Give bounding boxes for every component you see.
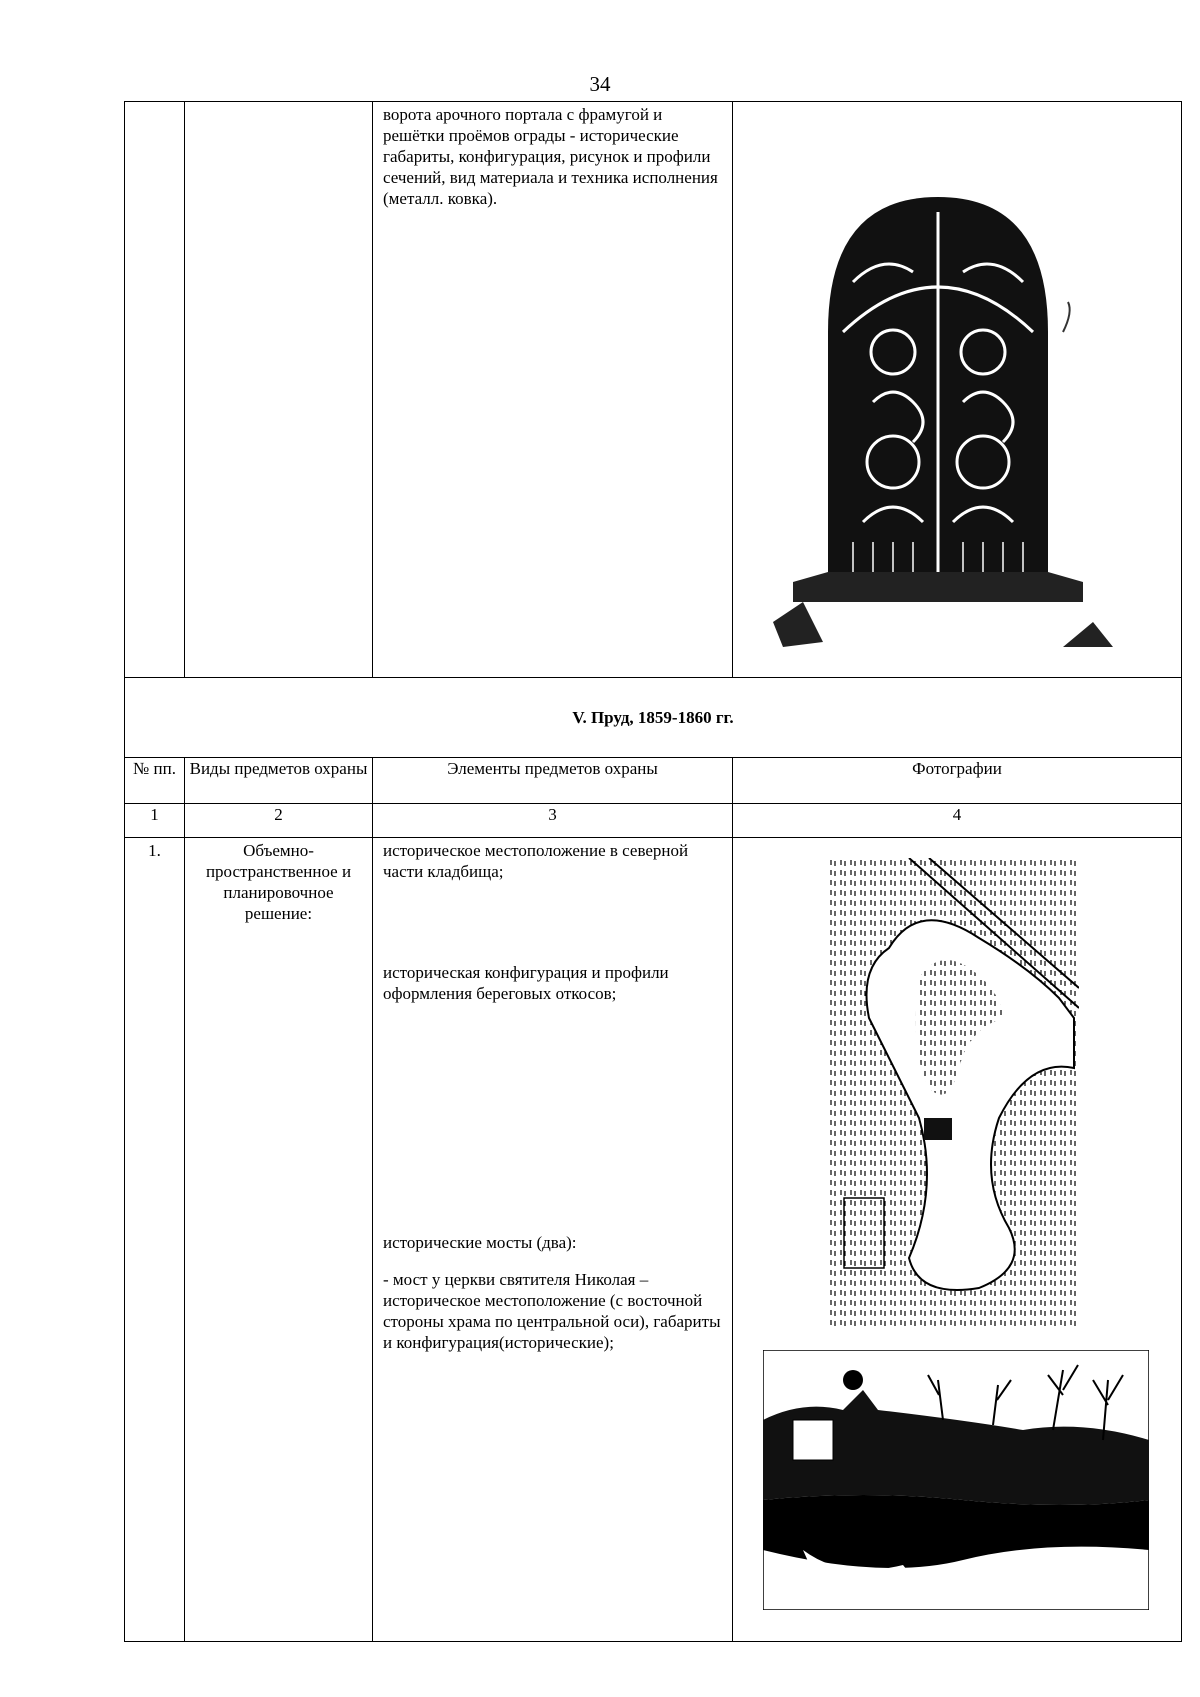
section-row xyxy=(125,678,1182,758)
header-types: Виды предметов охраны xyxy=(185,758,373,804)
list-item: историческое местоположение в северной части кладбища; xyxy=(383,841,689,881)
page-number: 34 xyxy=(589,72,611,96)
column-number-2: 2 xyxy=(185,804,373,838)
row-number xyxy=(125,838,185,1642)
column-number-4: 4 xyxy=(733,804,1182,838)
cell-empty-num xyxy=(125,102,185,678)
header-photos: Фотографии xyxy=(733,758,1182,804)
header-num: № пп. xyxy=(125,758,185,804)
column-number-row xyxy=(125,804,1182,838)
continuation-row xyxy=(125,102,1182,678)
row-type-text: Объемно-пространственное и планировочное решение: xyxy=(205,841,352,923)
cell-empty-type xyxy=(185,102,373,678)
row-elements-cell xyxy=(373,838,733,1642)
pond-map-image xyxy=(829,858,1079,1326)
row-number-text: 1. xyxy=(148,841,161,860)
row-photos-cell xyxy=(733,838,1182,1642)
protection-table xyxy=(124,101,1182,1642)
continuation-text: ворота арочного портала с фрамугой и решётки проёмов ограды - исторические габариты, конфигурация, рисунок и профили сечений, вид материала и техника исполнения (металл. ковка). xyxy=(383,105,718,208)
list-item: историческая конфигурация и профили оформления береговых откосов; xyxy=(383,963,669,1003)
header-elements: Элементы предметов охраны xyxy=(373,758,733,804)
column-number-1: 1 xyxy=(125,804,185,838)
gate-photo xyxy=(733,102,1179,672)
list-item: исторические мосты (два): xyxy=(383,1233,577,1252)
gate-photo-cell xyxy=(733,102,1182,678)
column-number-3: 3 xyxy=(373,804,733,838)
row-type-cell xyxy=(185,838,373,1642)
table-row xyxy=(125,838,1182,1642)
header-row xyxy=(125,758,1182,804)
list-item: - мост у церкви святителя Николая – историческое местоположение (с восточной стороны храма по центральной оси), габариты и конфигурация(исторические); xyxy=(383,1270,721,1352)
section-title: V. Пруд, 1859-1860 гг. xyxy=(125,678,1182,758)
pond-photo xyxy=(763,1350,1149,1610)
continuation-text-cell xyxy=(373,102,733,678)
